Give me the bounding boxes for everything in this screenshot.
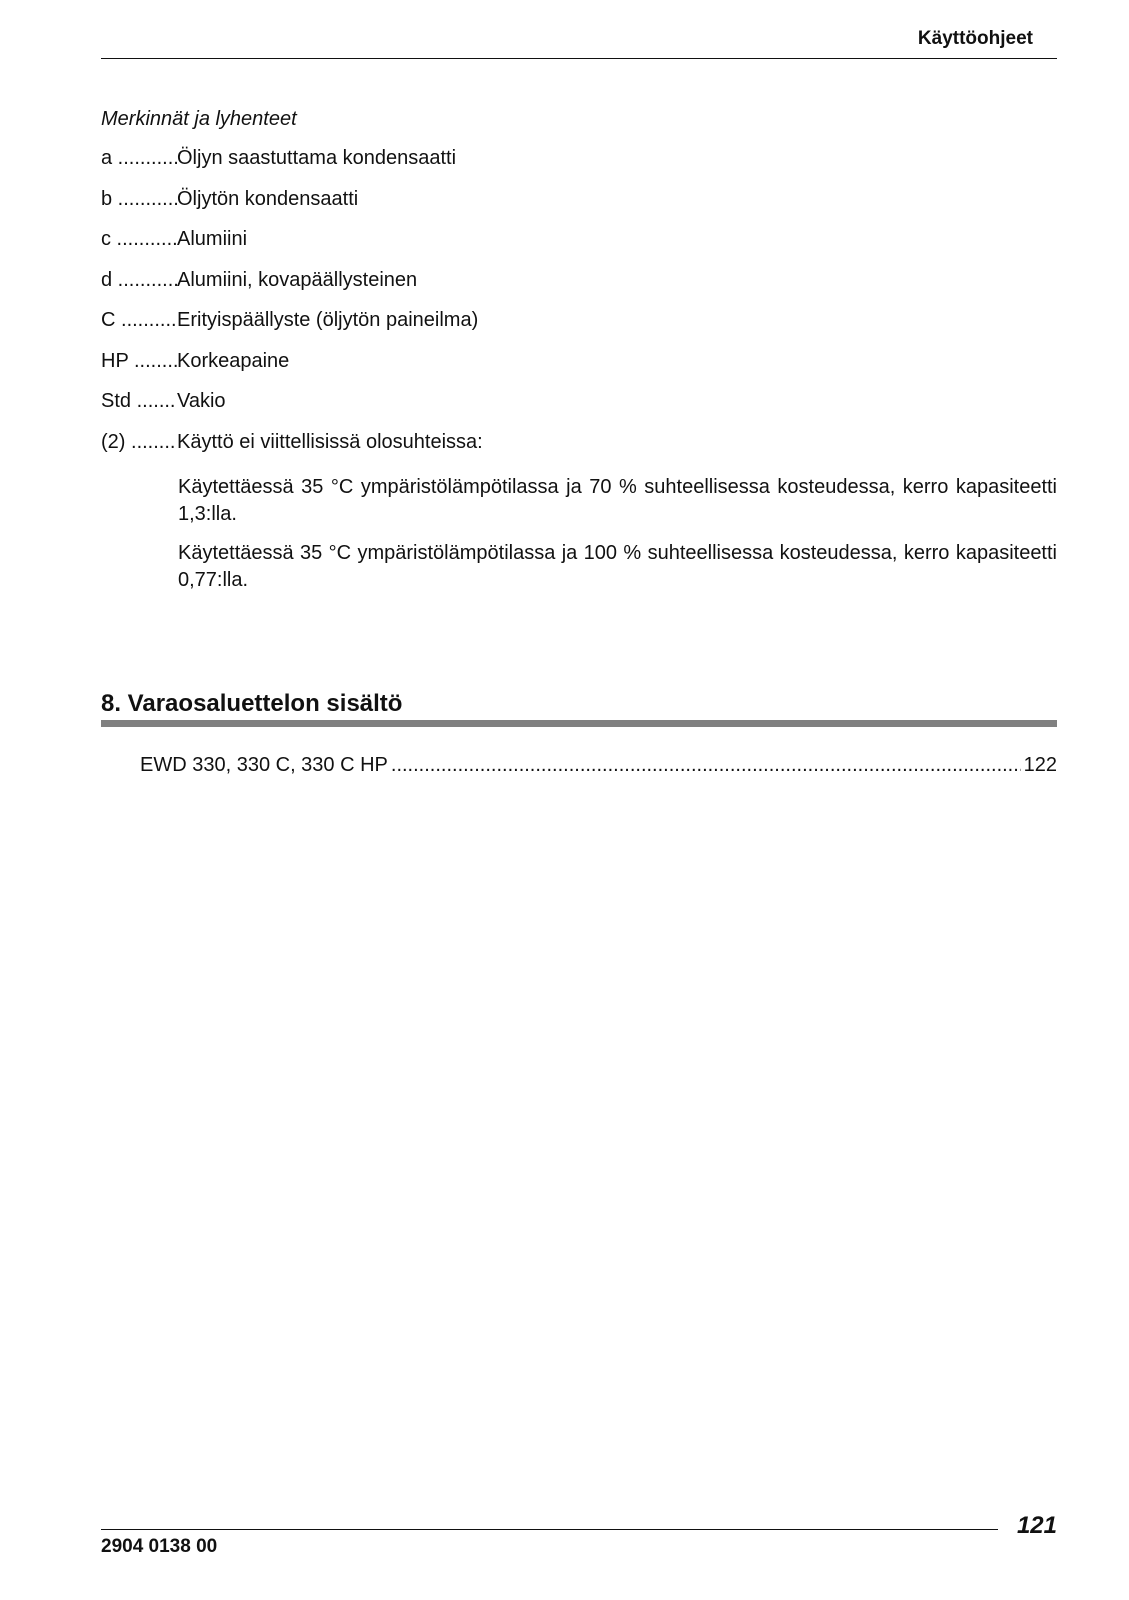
legend-key: Std ..... <box>101 389 177 413</box>
legend-key: HP ..... <box>101 349 177 373</box>
legend-key: a ..... <box>101 146 177 170</box>
legend-value: Korkeapaine <box>177 349 290 372</box>
footer-document-number: 2904 0138 00 <box>101 1536 218 1557</box>
legend-heading: Merkinnät ja lyhenteet <box>101 108 297 130</box>
legend-item-C <box>101 308 1057 349</box>
legend-list <box>101 146 1057 470</box>
legend-key: d ..... <box>101 268 177 292</box>
section-title: 8. Varaosaluettelon sisältö <box>101 690 403 717</box>
legend-value: Alumiini <box>177 228 248 250</box>
note-paragraph-1: Käytettäessä 35 °C ympäristölämpötilassa ja 70 % suhteellisessa kosteudessa, kerro kapasiteetti 1,3:lla. <box>178 476 1057 525</box>
legend-value: Öljytön kondensaatti <box>177 187 359 210</box>
footer-page-number: 121 <box>1016 1512 1057 1539</box>
legend-item-Std <box>101 389 1057 430</box>
header-rule <box>101 58 1057 59</box>
legend-item-2 <box>101 430 1057 471</box>
footer-rule <box>101 1529 998 1530</box>
toc-dot-leader <box>391 754 1021 777</box>
legend-value: Vakio <box>177 390 226 412</box>
note-paragraph-2: Käytettäessä 35 °C ympäristölämpötilassa ja 100 % suhteellisessa kosteudessa, kerro kapasiteetti 0,77:lla. <box>178 542 1057 591</box>
legend-value: Erityispäällyste (öljytön paineilma) <box>177 309 479 331</box>
legend-item-a <box>101 146 1057 187</box>
section-rule <box>101 720 1057 727</box>
legend-value: Alumiini, kovapäällysteinen <box>177 268 418 291</box>
toc-entry-page: 122 <box>1023 754 1057 776</box>
toc-entry-label: EWD 330, 330 C, 330 C HP <box>140 754 388 776</box>
legend-key: b ..... <box>101 187 177 211</box>
legend-key: (2) ..... <box>101 430 177 454</box>
legend-key: c ..... <box>101 227 177 251</box>
legend-value: Käyttö ei viittellisissä olosuhteissa: <box>177 430 483 453</box>
legend-key: C ..... <box>101 308 177 332</box>
legend-item-c <box>101 227 1057 268</box>
toc-entry[interactable] <box>140 754 1057 777</box>
legend-item-HP <box>101 349 1057 390</box>
running-header-title: Käyttöohjeet <box>917 28 1033 49</box>
legend-value: Öljyn saastuttama kondensaatti <box>177 147 457 169</box>
legend-item-b <box>101 187 1057 228</box>
legend-item-d <box>101 268 1057 309</box>
